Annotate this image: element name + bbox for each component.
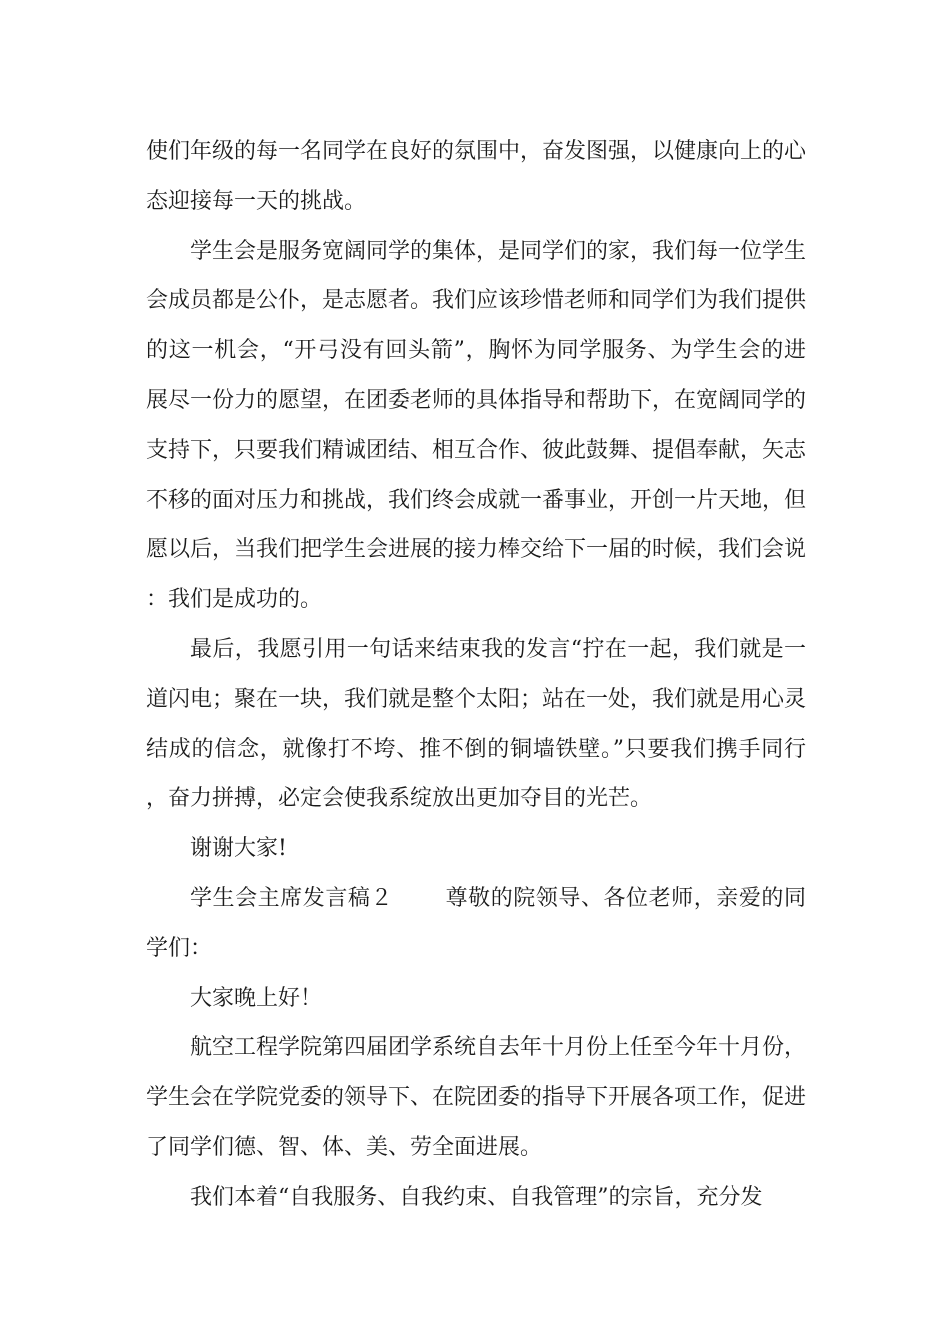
speech-title: 学生会主席发言稿２ — [190, 885, 394, 911]
paragraph-student-union: 学生会是服务宽阔同学的集体，是同学们的家，我们每一位学生会成员都是公仆，是志愿者。我们应该珍惜老师和同学们为我们提供的这一机会，“开弓没有回头箭”，胸怀为同学服务、为学生会的进展尽一份力的愿望，在团委老师的具体指导和帮助下，在宽阔同学的支持下，只要我们精诚团结、相互合作、彼此鼓舞、提倡奉献，矢志不移的面对压力和挑战，我们终会成就一番事业，开创一片天地，但愿以后，当我们把学生会进展的接力棒交给下一届的时候，我们会说：我们是成功的。 — [146, 238, 807, 613]
paragraph-speech-heading — [146, 874, 806, 974]
paragraph-continuation: 使们年级的每一名同学在良好的氛围中，奋发图强，以健康向上的心态迎接每一天的挑战。 — [146, 139, 807, 214]
salutation: 尊敬的院领导、各位老师，亲爱的同学们： — [146, 885, 806, 961]
paragraph-thanks: 谢谢大家! — [190, 836, 287, 862]
document-body — [146, 127, 806, 1223]
paragraph-closing-quote: 最后，我愿引用一句话来结束我的发言“拧在一起，我们就是一道闪电；聚在一块，我们就是整个太阳；站在一处，我们就是用心灵结成的信念，就像打不垮、推不倒的铜墙铁壁。”只要我们携手同行，奋力拼搏，必定会使我系绽放出更加夺目的光芒。 — [146, 636, 807, 812]
paragraph-aviation-college: 航空工程学院第四届团学系统自去年十月份上任至今年十月份，学生会在学院党委的领导下、在院团委的指导下开展各项工作，促进了同学们德、智、体、美、劳全面进展。 — [146, 1035, 807, 1160]
paragraph-greeting: 大家晚上好！ — [190, 985, 323, 1011]
paragraph-principle: 我们本着“自我服务、自我约束、自我管理”的宗旨，充分发 — [190, 1184, 763, 1210]
